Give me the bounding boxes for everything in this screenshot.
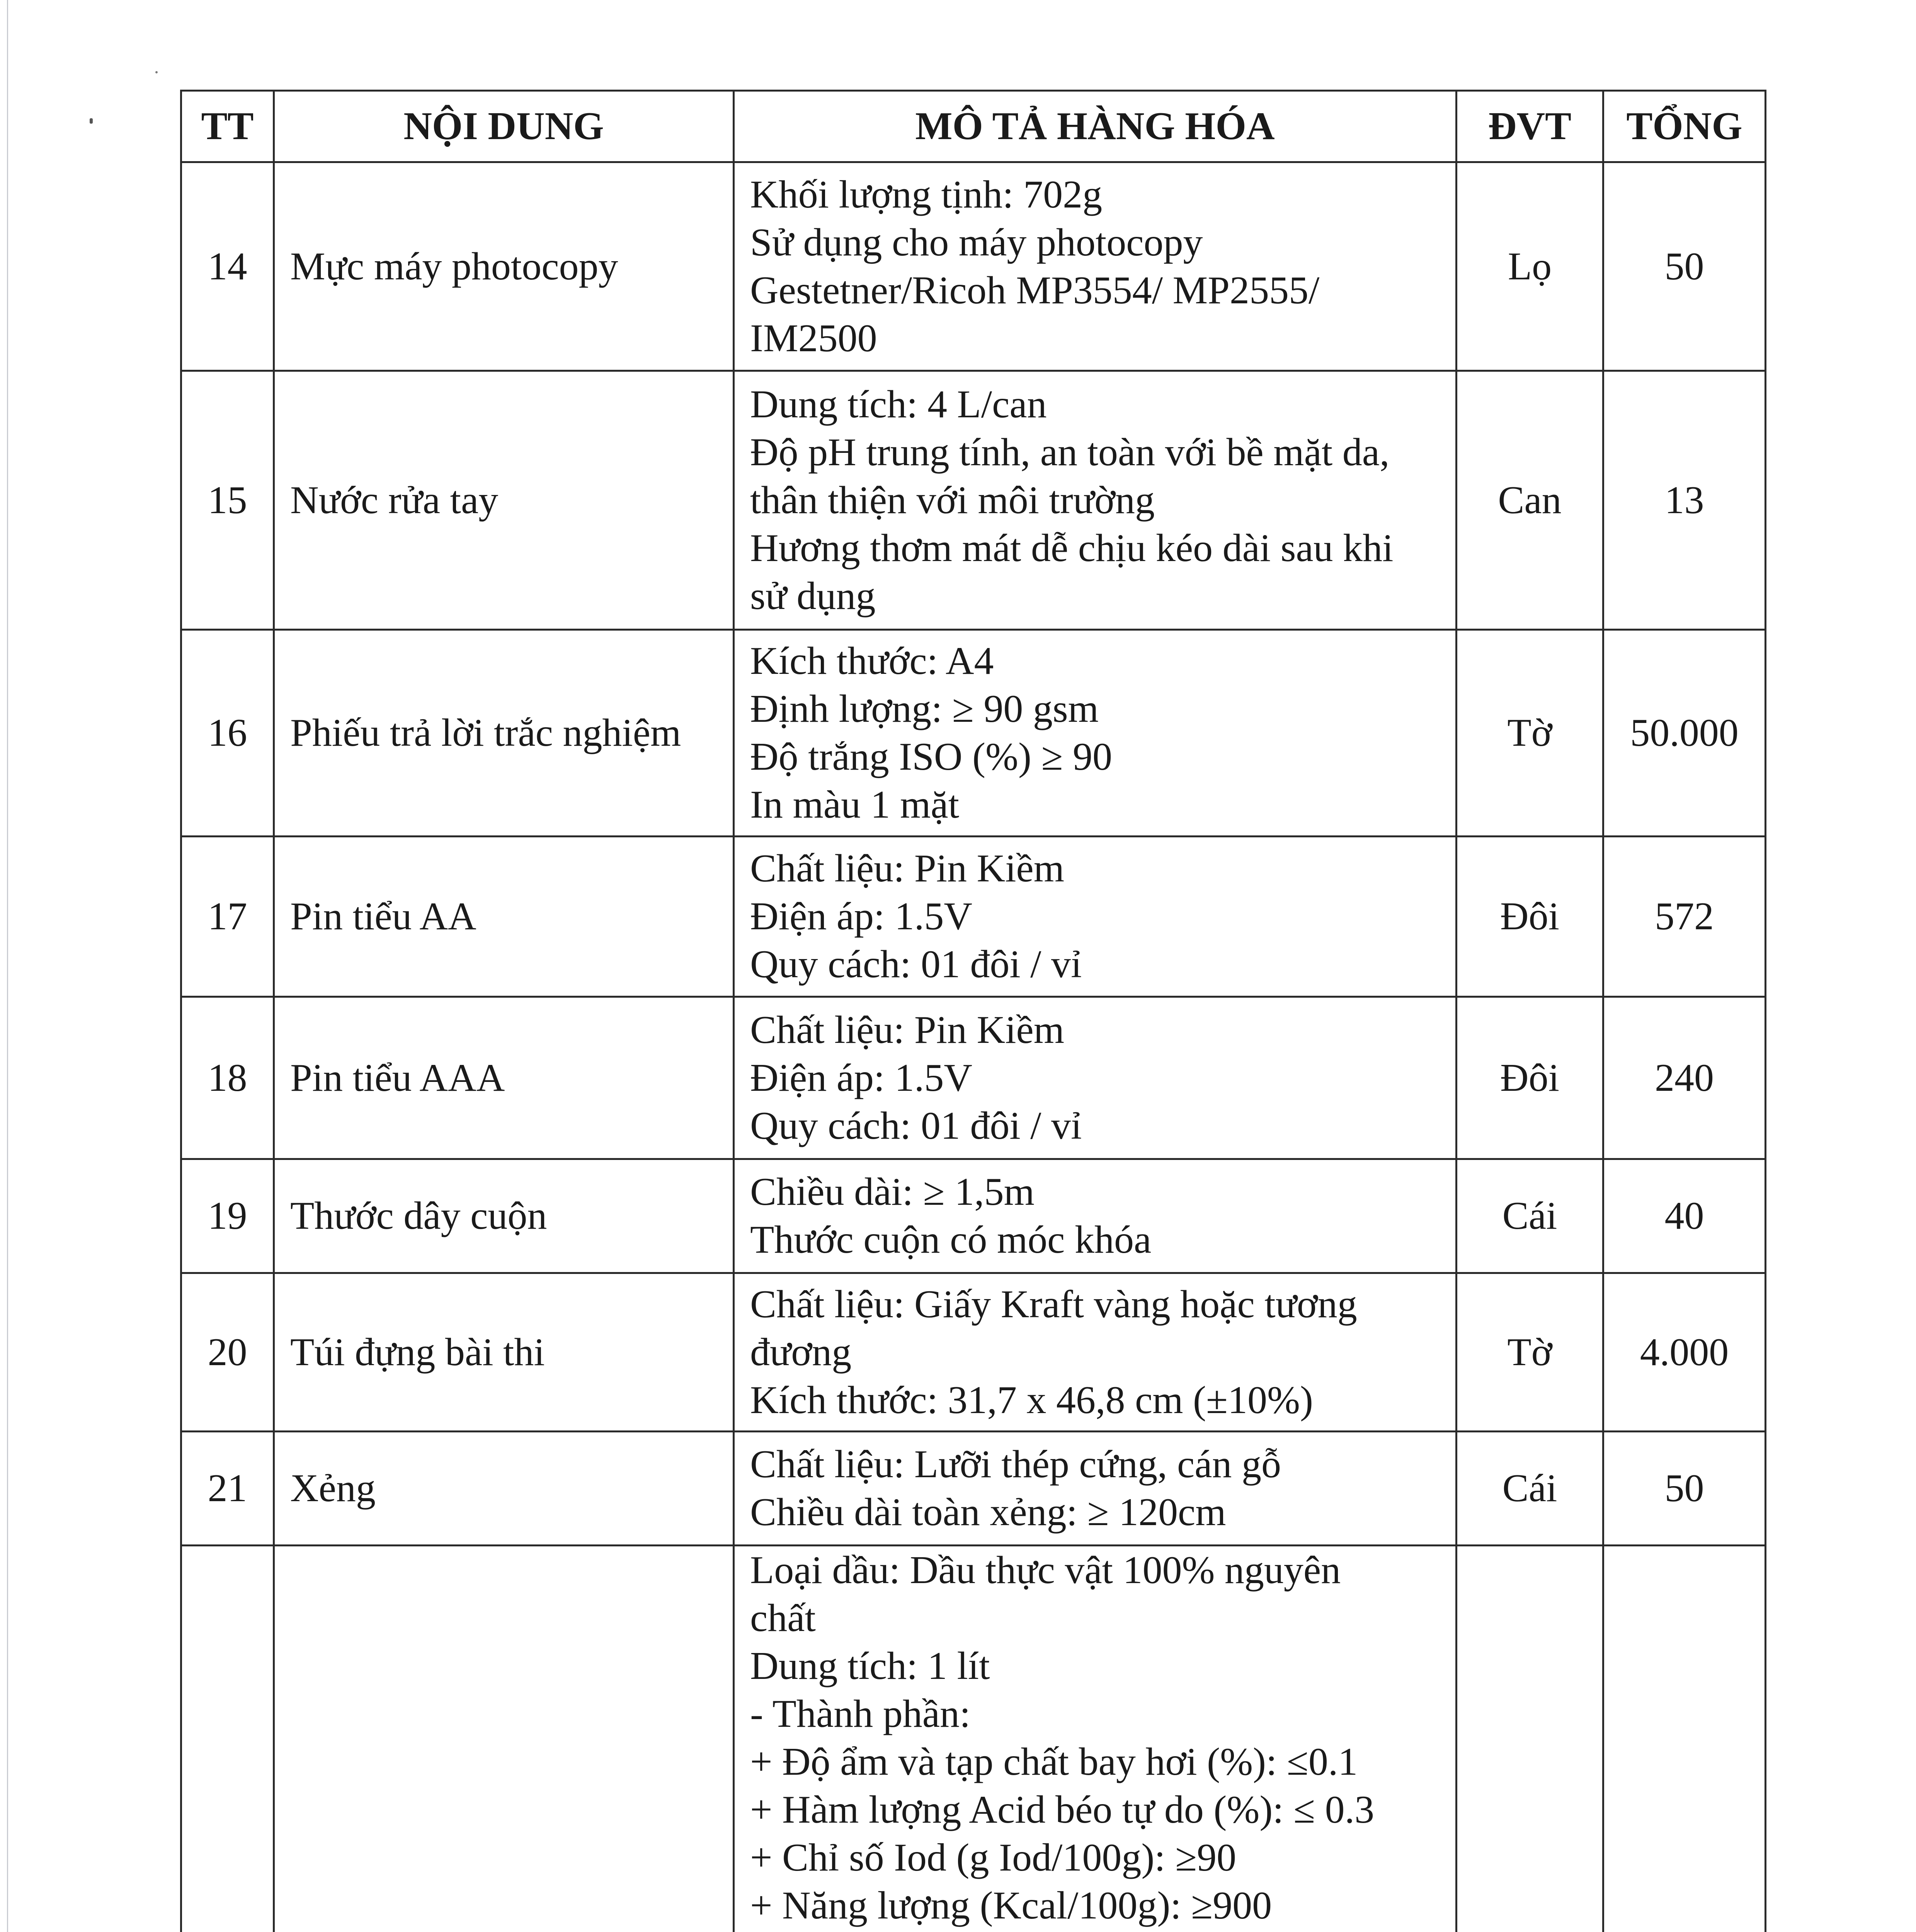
description-line: Điện áp: 1.5V — [750, 895, 973, 938]
header-unit: ĐVT — [1457, 91, 1603, 162]
description-line: Điện áp: 1.5V — [750, 1056, 973, 1100]
description-line: Gestetner/Ricoh MP3554/ MP2555/ — [750, 268, 1320, 312]
row-name: Xẻng — [274, 1432, 734, 1546]
row-description — [734, 371, 1457, 630]
row-tt: 18 — [181, 997, 274, 1159]
row-name: Pin tiểu AAA — [274, 997, 734, 1159]
row-name — [274, 1546, 734, 1932]
row-unit: Lọ — [1457, 162, 1603, 371]
table-row — [181, 1546, 1766, 1932]
description-line: Loại dầu: Dầu thực vật 100% nguyên — [750, 1548, 1341, 1592]
row-description — [734, 1432, 1457, 1546]
table-row — [181, 1273, 1766, 1432]
description-line: Chiều dài: ≥ 1,5m — [750, 1170, 1035, 1214]
row-description — [734, 997, 1457, 1159]
row-tt — [181, 1546, 274, 1932]
description-line: In màu 1 mặt — [750, 783, 960, 827]
row-total: 240 — [1603, 997, 1766, 1159]
row-unit: Đôi — [1457, 997, 1603, 1159]
description-line: chất — [750, 1596, 816, 1640]
description-line: Chiều dài toàn xẻng: ≥ 120cm — [750, 1490, 1226, 1534]
description-line: Kích thước: 31,7 x 46,8 cm (±10%) — [750, 1378, 1313, 1422]
row-total: 50 — [1603, 162, 1766, 371]
goods-table — [180, 90, 1766, 1932]
row-tt: 17 — [181, 837, 274, 997]
description-line: Chất liệu: Pin Kiềm — [750, 847, 1065, 890]
row-description — [734, 1546, 1457, 1932]
row-name: Thước dây cuộn — [274, 1159, 734, 1273]
description-line: Chất liệu: Lưỡi thép cứng, cán gỗ — [750, 1442, 1281, 1486]
row-total: 50.000 — [1603, 630, 1766, 837]
row-tt: 21 — [181, 1432, 274, 1546]
header-total: TỔNG — [1603, 91, 1766, 162]
header-content: NỘI DUNG — [274, 91, 734, 162]
description-line: Thước cuộn có móc khóa — [750, 1218, 1152, 1262]
row-tt: 15 — [181, 371, 274, 630]
description-line: đương — [750, 1330, 852, 1374]
table-row — [181, 1159, 1766, 1273]
description-line: Dung tích: 1 lít — [750, 1644, 990, 1688]
description-line: IM2500 — [750, 316, 877, 360]
table-row — [181, 371, 1766, 630]
row-description — [734, 630, 1457, 837]
description-line: Độ trắng ISO (%) ≥ 90 — [750, 735, 1112, 779]
table-body — [181, 162, 1766, 1932]
row-unit: Tờ — [1457, 1273, 1603, 1432]
description-line: Định lượng: ≥ 90 gsm — [750, 687, 1099, 731]
row-total — [1603, 1546, 1766, 1932]
description-line: Sử dụng cho máy photocopy — [750, 220, 1203, 264]
description-line: thân thiện với môi trường — [750, 478, 1155, 522]
scan-edge — [7, 0, 8, 1932]
header-description: MÔ TẢ HÀNG HÓA — [734, 91, 1457, 162]
row-description — [734, 1159, 1457, 1273]
table-header-row — [181, 91, 1766, 162]
row-name: Nước rửa tay — [274, 371, 734, 630]
description-line: - Thành phần: — [750, 1692, 971, 1736]
header-tt: TT — [181, 91, 274, 162]
description-line: Quy cách: 01 đôi / vỉ — [750, 1104, 1082, 1148]
description-line: + Năng lượng (Kcal/100g): ≥900 — [750, 1884, 1272, 1927]
row-description — [734, 162, 1457, 371]
description-line: Hương thơm mát dễ chịu kéo dài sau khi — [750, 526, 1394, 570]
description-line: sử dụng — [750, 574, 876, 618]
row-total: 50 — [1603, 1432, 1766, 1546]
description-line: Chất liệu: Pin Kiềm — [750, 1008, 1065, 1052]
table-row — [181, 997, 1766, 1159]
row-name: Túi đựng bài thi — [274, 1273, 734, 1432]
description-line: Độ pH trung tính, an toàn với bề mặt da, — [750, 430, 1390, 474]
table-row — [181, 1432, 1766, 1546]
description-line: Quy cách: 01 đôi / vỉ — [750, 942, 1082, 986]
description-line: Dung tích: 4 L/can — [750, 382, 1047, 426]
row-name: Mực máy photocopy — [274, 162, 734, 371]
row-tt: 16 — [181, 630, 274, 837]
row-unit: Tờ — [1457, 630, 1603, 837]
row-name: Phiếu trả lời trắc nghiệm — [274, 630, 734, 837]
row-total: 40 — [1603, 1159, 1766, 1273]
scan-speck — [90, 118, 93, 124]
row-unit — [1457, 1546, 1603, 1932]
description-line: Kích thước: A4 — [750, 639, 994, 683]
table-row — [181, 630, 1766, 837]
row-unit: Can — [1457, 371, 1603, 630]
row-unit: Cái — [1457, 1432, 1603, 1546]
table-row — [181, 162, 1766, 371]
table-row — [181, 837, 1766, 997]
description-line: Khối lượng tịnh: 702g — [750, 172, 1103, 216]
row-tt: 19 — [181, 1159, 274, 1273]
row-total: 572 — [1603, 837, 1766, 997]
scan-speck — [155, 71, 158, 73]
description-line: + Độ ẩm và tạp chất bay hơi (%): ≤0.1 — [750, 1740, 1358, 1784]
description-line: + Hàm lượng Acid béo tự do (%): ≤ 0.3 — [750, 1788, 1375, 1832]
row-unit: Đôi — [1457, 837, 1603, 997]
row-name: Pin tiểu AA — [274, 837, 734, 997]
row-total: 4.000 — [1603, 1273, 1766, 1432]
row-unit: Cái — [1457, 1159, 1603, 1273]
description-line — [750, 1930, 1440, 1932]
row-tt: 14 — [181, 162, 274, 371]
row-description — [734, 1273, 1457, 1432]
row-total: 13 — [1603, 371, 1766, 630]
description-line: + Chỉ số Iod (g Iod/100g): ≥90 — [750, 1836, 1237, 1879]
description-line: Chất liệu: Giấy Kraft vàng hoặc tương — [750, 1282, 1357, 1326]
row-description — [734, 837, 1457, 997]
row-tt: 20 — [181, 1273, 274, 1432]
